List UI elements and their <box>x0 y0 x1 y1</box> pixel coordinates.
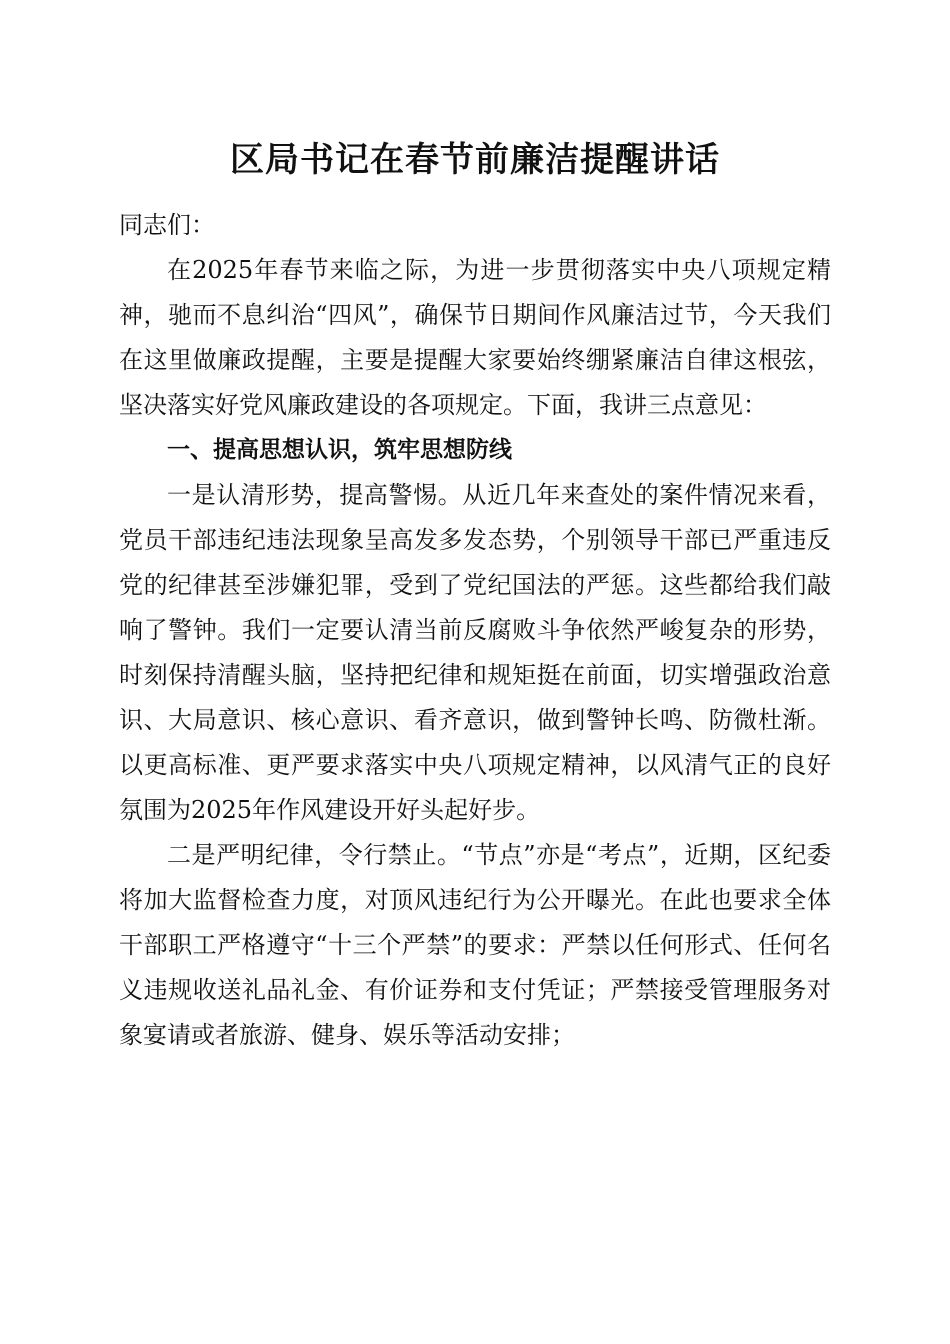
intro-paragraph: 在2025年春节来临之际，为进一步贯彻落实中央八项规定精神，驰而不息纠治“四风”，确保节日期间作风廉洁过节，今天我们在这里做廉政提醒，主要是提醒大家要始终绷紧廉洁自律这根弦，坚决落实好党风廉政建设的各项规定。下面，我讲三点意见： <box>119 256 831 419</box>
document-title: 区局书记在春节前廉洁提醒讲话 <box>230 140 720 180</box>
paragraph-1-body: 从近几年来查处的案件情况来看，党员干部违纪违法现象呈高发多发态势，个别领导干部已严重违反党的纪律甚至涉嫌犯罪，受到了党纪国法的严惩。这些都给我们敲响了警钟。我们一定要认清当前反腐败斗争依然严峻复杂的形势，时刻保持清醒头脑，坚持把纪律和规矩挺在前面，切实增强政治意识、大局意识、核心意识、看齐意识，做到警钟长鸣、防微杜渐。以更高标准、更严要求落实中央八项规定精神，以风清气正的良好氛围为2025年作风建设开好头起好步。 <box>119 481 832 824</box>
section-heading-1: 一、提高思想认识，筑牢思想防线 <box>167 437 512 463</box>
paragraph-1-lead: 一是认清形势，提高警惕。 <box>167 481 463 509</box>
paragraph-2-lead: 二是严明纪律，令行禁止。 <box>167 841 462 869</box>
salutation: 同志们： <box>119 211 215 239</box>
paragraph-1 <box>119 473 831 833</box>
paragraph-2 <box>119 833 831 1058</box>
paragraph-2-body: “节点”亦是“考点”，近期，区纪委将加大监督检查力度，对顶风违纪行为公开曝光。在此也要求全体干部职工严格遵守“十三个严禁”的要求：严禁以任何形式、任何名义违规收送礼品礼金、有价证券和支付凭证；严禁接受管理服务对象宴请或者旅游、健身、娱乐等活动安排； <box>119 841 832 1049</box>
document-body <box>119 203 831 1058</box>
